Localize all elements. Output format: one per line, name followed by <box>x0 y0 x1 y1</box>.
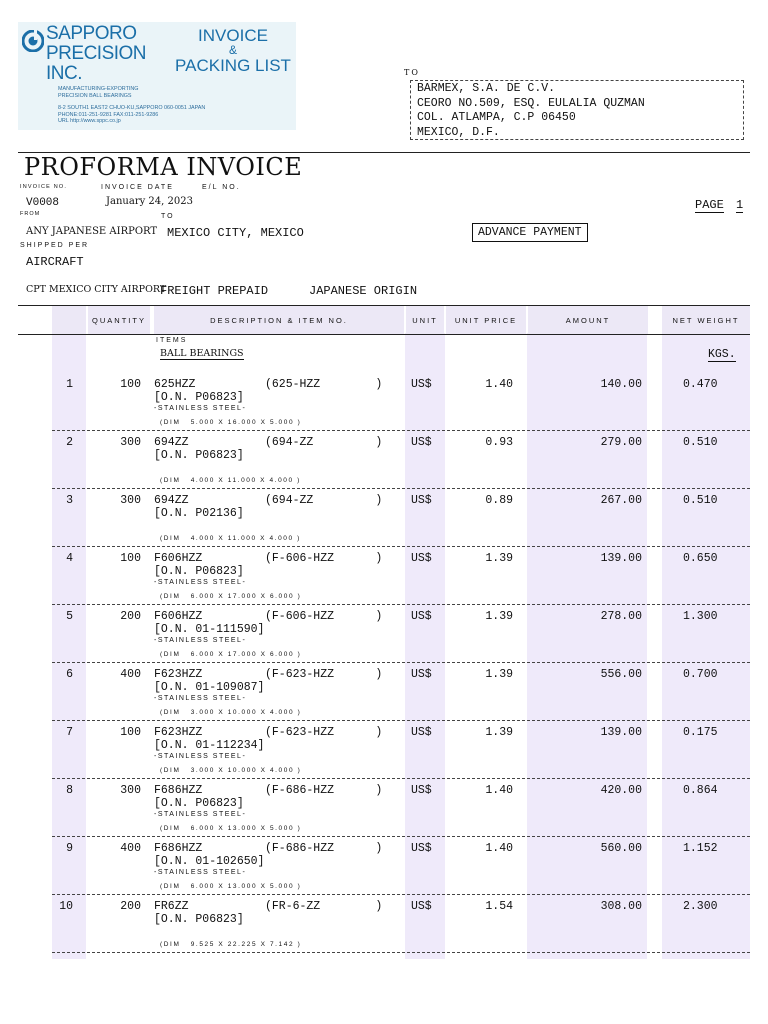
quantity: 300 <box>120 436 141 449</box>
row-separator <box>52 604 750 605</box>
item-code: (694-ZZ ) <box>265 494 383 507</box>
currency: US$ <box>411 378 432 391</box>
material-note: -STAINLESS STEEL- <box>154 811 247 818</box>
material-note: -STAINLESS STEEL- <box>154 637 247 644</box>
row-separator <box>52 662 750 663</box>
amount: 139.00 <box>600 726 642 739</box>
shipped-per: AIRCRAFT <box>26 255 84 269</box>
item-code: (F-623-HZZ ) <box>265 726 383 739</box>
item-category: BALL BEARINGS <box>160 348 244 359</box>
item-no: 694ZZ <box>154 494 189 507</box>
column-shade-weight <box>662 333 750 959</box>
unit-price: 1.39 <box>485 668 513 681</box>
item-code: (F-623-HZZ ) <box>265 668 383 681</box>
company-name: SAPPORO PRECISION INC. <box>46 23 147 84</box>
shipped-per-label: SHIPPED PER <box>20 242 90 249</box>
line-number: 7 <box>66 726 73 739</box>
item-code: (F-606-HZZ ) <box>265 552 383 565</box>
company-tagline: MANUFACTURING-EXPORTING PRECISION BALL BEARINGS 8-2 SOUTH1 EAST2 CHUO-KU,SAPPORO 060-0051 JAPAN PHONE:011-251-9281 FAX:011-251-9286 URL http://www.sppc.co.jp <box>58 86 206 124</box>
row-separator <box>52 546 750 547</box>
currency: US$ <box>411 552 432 565</box>
el-no-label: E/L NO. <box>202 184 241 191</box>
payment-terms: ADVANCE PAYMENT <box>472 223 588 242</box>
consignee-line: BARMEX, S.A. DE C.V. <box>417 82 556 95</box>
material-note: -STAINLESS STEEL- <box>154 579 247 586</box>
net-weight: 0.864 <box>683 784 718 797</box>
amount: 278.00 <box>600 610 642 623</box>
material-note: -STAINLESS STEEL- <box>154 405 247 412</box>
item-no: F623HZZ <box>154 668 203 681</box>
line-number: 10 <box>59 900 73 913</box>
amount: 420.00 <box>600 784 642 797</box>
item-no: F686HZZ <box>154 784 203 797</box>
row-separator <box>52 894 750 895</box>
currency: US$ <box>411 494 432 507</box>
logo-mark-icon <box>22 30 44 52</box>
currency: US$ <box>411 842 432 855</box>
line-number: 1 <box>66 378 73 391</box>
page-number: 1 <box>736 198 744 212</box>
order-number: [O.N. 01-111590] <box>154 623 265 636</box>
row-separator <box>52 778 750 779</box>
unit-price: 1.39 <box>485 610 513 623</box>
unit-price: 1.54 <box>485 900 513 913</box>
to-port-label: TO <box>161 213 175 220</box>
unit-price: 1.39 <box>485 552 513 565</box>
item-no: F606HZZ <box>154 610 203 623</box>
row-separator <box>52 952 750 953</box>
invoice-date: January 24, 2023 <box>106 196 193 207</box>
item-no: F686HZZ <box>154 842 203 855</box>
item-no: 625HZZ <box>154 378 196 391</box>
header-net-weight: NET WEIGHT <box>662 306 750 334</box>
order-number: [O.N. 01-102650] <box>154 855 265 868</box>
page-label: PAGE <box>695 198 724 212</box>
dimensions: (DIM 3.000 X 10.000 X 4.000 ) <box>160 767 302 774</box>
item-code: (F-606-HZZ ) <box>265 610 383 623</box>
amount: 279.00 <box>600 436 642 449</box>
page-title: PROFORMA INVOICE <box>24 153 303 181</box>
port-of-loading: ANY JAPANESE AIRPORT <box>26 226 158 237</box>
order-number: [O.N. P06823] <box>154 565 244 578</box>
quantity: 100 <box>120 378 141 391</box>
line-number: 2 <box>66 436 73 449</box>
dimensions: (DIM 4.000 X 11.000 X 4.000 ) <box>160 535 301 542</box>
line-number: 5 <box>66 610 73 623</box>
unit-price: 1.40 <box>485 378 513 391</box>
quantity: 400 <box>120 842 141 855</box>
currency: US$ <box>411 900 432 913</box>
item-no: F606HZZ <box>154 552 203 565</box>
destination: MEXICO CITY, MEXICO <box>167 226 304 240</box>
items-label: ITEMS <box>156 337 188 344</box>
order-number: [O.N. P02136] <box>154 507 244 520</box>
item-no: 694ZZ <box>154 436 189 449</box>
amount: 556.00 <box>600 668 642 681</box>
item-code: (F-686-HZZ ) <box>265 784 383 797</box>
material-note: -STAINLESS STEEL- <box>154 753 247 760</box>
net-weight: 0.470 <box>683 378 718 391</box>
consignee-line: MEXICO, D.F. <box>417 125 500 139</box>
column-shade-amount <box>527 333 647 959</box>
order-number: [O.N. P06823] <box>154 449 244 462</box>
line-number: 3 <box>66 494 73 507</box>
document-type-title: INVOICE & PACKING LIST <box>175 26 291 75</box>
header-quantity: QUANTITY <box>88 306 150 334</box>
order-number: [O.N. P06823] <box>154 797 244 810</box>
origin: JAPANESE ORIGIN <box>309 284 418 298</box>
line-number: 8 <box>66 784 73 797</box>
row-separator <box>52 720 750 721</box>
material-note: -STAINLESS STEEL- <box>154 869 247 876</box>
amount: 560.00 <box>600 842 642 855</box>
quantity: 100 <box>120 552 141 565</box>
amount: 267.00 <box>600 494 642 507</box>
table-header <box>18 305 750 335</box>
quantity: 200 <box>120 610 141 623</box>
header-amount: AMOUNT <box>528 306 648 334</box>
column-shade-no <box>52 333 86 959</box>
quantity: 400 <box>120 668 141 681</box>
item-code: (625-HZZ ) <box>265 378 383 391</box>
dimensions: (DIM 9.525 X 22.225 X 7.142 ) <box>160 941 302 948</box>
row-separator <box>52 430 750 431</box>
item-no: FR6ZZ <box>154 900 189 913</box>
net-weight: 0.510 <box>683 436 718 449</box>
net-weight: 2.300 <box>683 900 718 913</box>
column-shade-unit <box>405 333 445 959</box>
consignee-label: TO <box>404 68 420 77</box>
invoice-no: V0008 <box>26 197 60 209</box>
quantity: 300 <box>120 784 141 797</box>
item-code: (F-686-HZZ ) <box>265 842 383 855</box>
item-code: (FR-6-ZZ ) <box>265 900 383 913</box>
amount: 140.00 <box>600 378 642 391</box>
dimensions: (DIM 4.000 X 11.000 X 4.000 ) <box>160 477 301 484</box>
amount: 308.00 <box>600 900 642 913</box>
freight-terms: FREIGHT PREPAID <box>160 284 269 298</box>
consignee-line: COL. ATLAMPA, C.P 06450 <box>417 111 576 125</box>
quantity: 100 <box>120 726 141 739</box>
currency: US$ <box>411 436 432 449</box>
currency: US$ <box>411 610 432 623</box>
net-weight: 1.300 <box>683 610 718 623</box>
item-no: F623HZZ <box>154 726 203 739</box>
order-number: [O.N. 01-112234] <box>154 739 265 752</box>
order-number: [O.N. P06823] <box>154 913 244 926</box>
consignee-line: CEORO NO.509, ESQ. EULALIA QUZMAN <box>417 96 645 110</box>
item-code: (694-ZZ ) <box>265 436 383 449</box>
line-number: 4 <box>66 552 73 565</box>
currency: US$ <box>411 668 432 681</box>
amount: 139.00 <box>600 552 642 565</box>
incoterm: CPT MEXICO CITY AIRPORT <box>26 284 167 295</box>
line-number: 6 <box>66 668 73 681</box>
quantity: 200 <box>120 900 141 913</box>
dimensions: (DIM 6.000 X 17.000 X 6.000 ) <box>160 593 302 600</box>
header-unit: UNIT <box>406 306 444 334</box>
consignee-address <box>410 80 744 140</box>
row-separator <box>52 836 750 837</box>
currency: US$ <box>411 726 432 739</box>
unit-price: 1.40 <box>485 784 513 797</box>
currency: US$ <box>411 784 432 797</box>
order-number: [O.N. P06823] <box>154 391 244 404</box>
net-weight: 1.152 <box>683 842 718 855</box>
unit-price: 0.93 <box>485 436 513 449</box>
invoice-no-label: INVOICE NO. <box>20 184 68 190</box>
unit-price: 1.40 <box>485 842 513 855</box>
invoice-date-label: INVOICE DATE <box>101 184 174 191</box>
company-logo <box>18 22 296 130</box>
header-unit-price: UNIT PRICE <box>446 306 526 334</box>
unit-price: 0.89 <box>485 494 513 507</box>
dimensions: (DIM 3.000 X 10.000 X 4.000 ) <box>160 709 302 716</box>
dimensions: (DIM 6.000 X 13.000 X 5.000 ) <box>160 825 302 832</box>
line-number: 9 <box>66 842 73 855</box>
dimensions: (DIM 5.000 X 16.000 X 5.000 ) <box>160 419 302 426</box>
row-separator <box>52 488 750 489</box>
net-weight: 0.510 <box>683 494 718 507</box>
weight-unit: KGS. <box>708 348 736 361</box>
net-weight: 0.700 <box>683 668 718 681</box>
order-number: [O.N. 01-109087] <box>154 681 265 694</box>
unit-price: 1.39 <box>485 726 513 739</box>
from-label: FROM <box>20 211 41 217</box>
header-description: DESCRIPTION & ITEM NO. <box>154 306 404 334</box>
dimensions: (DIM 6.000 X 17.000 X 6.000 ) <box>160 651 302 658</box>
material-note: -STAINLESS STEEL- <box>154 695 247 702</box>
dimensions: (DIM 6.000 X 13.000 X 5.000 ) <box>160 883 302 890</box>
net-weight: 0.650 <box>683 552 718 565</box>
net-weight: 0.175 <box>683 726 718 739</box>
quantity: 300 <box>120 494 141 507</box>
